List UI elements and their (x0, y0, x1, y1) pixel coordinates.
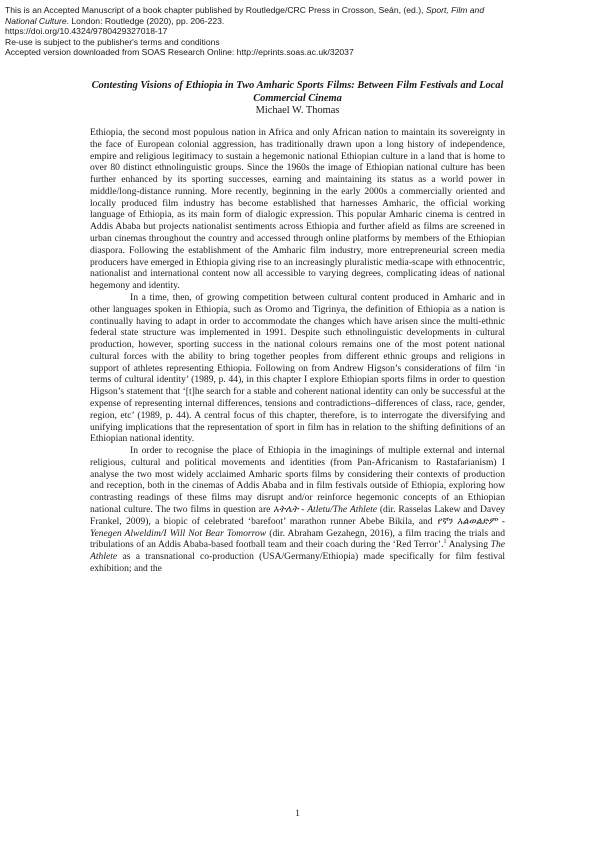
chapter-body (90, 127, 505, 575)
repository-link[interactable]: Accepted version downloaded from SOAS Research Online: http://eprints.soas.ac.uk/32037 (5, 47, 354, 58)
author-name: Michael W. Thomas (255, 105, 340, 116)
film-title-athlete: አትሌት - Atletu/The Athlete (273, 504, 378, 515)
reuse-notice: Re-use is subject to the publisher's terms and conditions (5, 36, 220, 47)
book-title-cont: National Culture (5, 15, 67, 26)
notice-line-1: This is an Accepted Manuscript of a book chapter published by Routledge/CRC Press in Crosson, Seán, (ed.), Sport, Film and (5, 5, 485, 15)
chapter-heading (90, 80, 505, 118)
book-title: Sport, Film and (425, 5, 485, 15)
film-title-tomorrow: የኛን አልወልድም - Yenegen Alweldim/I Will Not Bear Tomorrow (90, 515, 505, 539)
doi-link[interactable]: https://doi.org/10.4324/9780429327018-17 (5, 26, 168, 37)
chapter-title: Contesting Visions of Ethiopia in Two Amharic Sports Films: Between Film Festivals and Local Commercial Cinema (91, 80, 504, 104)
paragraph-2: In a time, then, of growing competition between cultural content produced in Amharic and in other languages spoken in Ethiopia, such as Oromo and Tigrinya, the definition of Ethiopia as a nation is continually having to adapt in order to accommodate the changes which have arisen since the multi-ethnic federal state structure was implemented in 1991. Despite such ethnolinguistic developments in cultural production, however, sporting success in the national colours remains one of the most potent national cultural forces with the ability to bring together peoples from different ethnic groups and religions in support of athletes representing Ethiopia. Following on from Andrew Higson’s considerations of film ‘in terms of cultural identity’ (1989, p. 44), in this chapter I explore Ethiopian sports films in order to question Higson’s statement that ‘[t]he search for a stable and coherent national identity can only be successful at the expense of representing internal differences, tensions and contradictions–differences of class, race, gender, region, etc’ (1989, p. 44). A central focus of this chapter, therefore, is to interrogate the diversifying and unifying implications that the representation of sport in film has in relation to the shifting definitions of an Ethiopian national identity. (90, 291, 505, 445)
paragraph-3: In order to recognise the place of Ethiopia in the imaginings of multiple external and internal religious, cultural and political movements and identities (from Pan-Africanism to Rastafarianism) I analyse the two most widely acclaimed Amharic sports films by considering their contexts of production and reception, both in the cinemas of Addis Ababa and in film festivals outside of Ethiopia, exploring how contrasting readings of these films may disrupt and/or reinforce hegemonic concepts of an Ethiopian national culture. The two films in question are አትሌት - Atletu/The Athlete (dir. Rasselas Lakew and Davey Frankel, 2009), a biopic of celebrated ‘barefoot’ marathon runner Abebe Bikila, and የኛን አልወልድም - Yenegen Alweldim/I Will Not Bear Tomorrow (dir. Abraham Gezahegn, 2016), a film tracing the trials and tribulations of an Addis Ababa-based football team and their coach during the ‘Red Terror’.$^1$ Analysing The Athlete as a transnational co-production (USA/Germany/Ethiopia) made specifically for film festival exhibition; and the (90, 445, 505, 574)
paragraph-1: Ethiopia, the second most populous nation in Africa and only African nation to maintain its sovereignty in the face of European colonial aggression, has traditionally drawn upon a long history of independence, empire and religious legitimacy to sustain a hegemonic national Ethiopian culture in a land that is home to over 80 distinct ethnolinguistic groups. Since the 1960s the image of Ethiopian national culture has been further enhanced by its sporting successes, earning and maintaining its status as a world power in middle/long-distance running. More recently, beginning in the early 2000s a commercially oriented and locally produced film industry has become established that harnesses Amharic, the official working language of Ethiopia, as its main form of dialogic expression. This popular Amharic cinema is centred in Addis Ababa but projects nationalist sentiments across Ethiopia and further afield as films are screened in urban cinemas throughout the country and accessed through online platforms by members of the Ethiopian diaspora. Following the establishment of the Amharic film industry, more entrepreneurial screen media producers have emerged in Ethiopia giving rise to an increasingly pluralistic media-scape with ethnocentric, nationalist and international content now all accessible to varying degrees, complicating ideas of national hegemony and identity. (90, 127, 505, 292)
publication-notice (5, 5, 590, 58)
film-title-ref: The Athlete (90, 539, 505, 563)
notice-line-2: National Culture. London: Routledge (2020), pp. 206-223. (5, 15, 225, 26)
page-number: 1 (295, 808, 300, 819)
footnote-marker[interactable]: 1 (443, 539, 447, 546)
